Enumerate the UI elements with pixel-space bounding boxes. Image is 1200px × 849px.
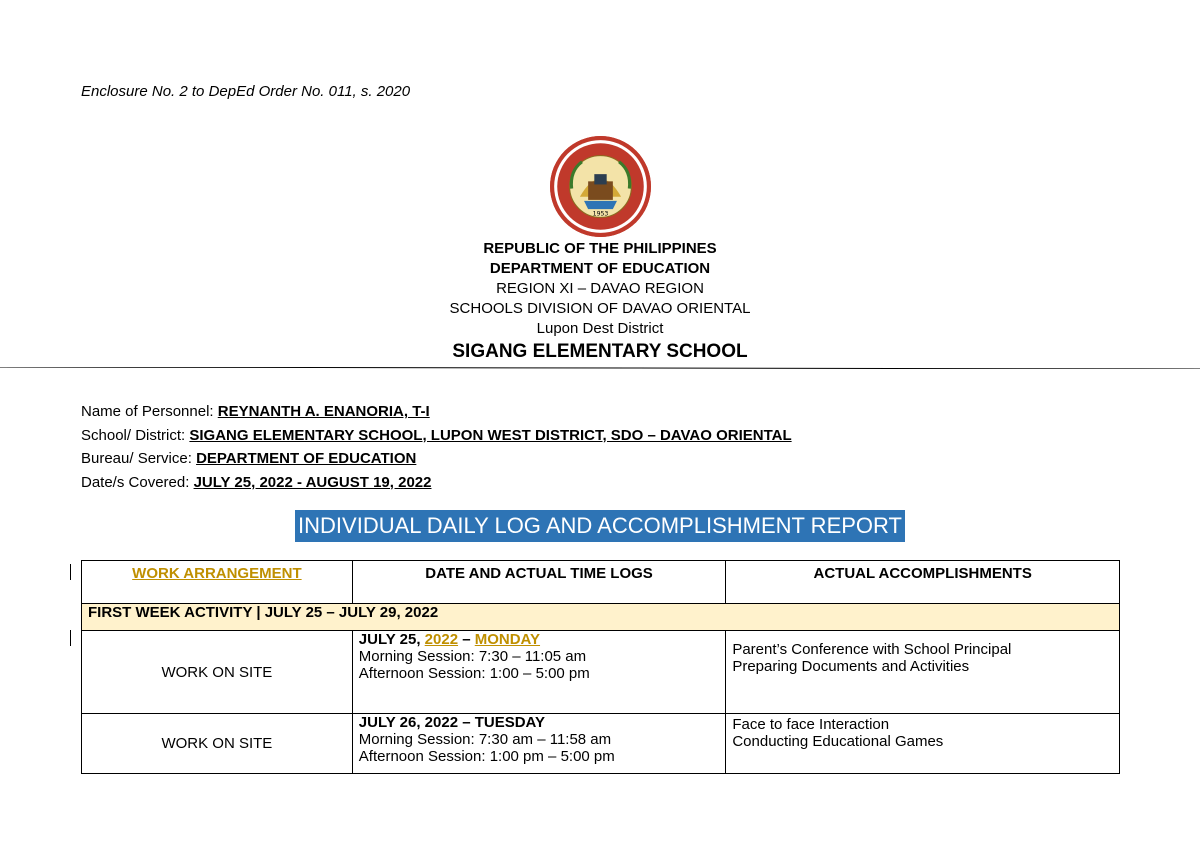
- accomplishment-item: Conducting Educational Games: [732, 733, 944, 750]
- accomplishments-cell: [726, 631, 1120, 714]
- accomplishments-cell: [726, 714, 1120, 774]
- date-time-cell: [352, 714, 726, 774]
- personnel-info: [81, 400, 792, 494]
- school-district: SIGANG ELEMENTARY SCHOOL, LUPON WEST DISTRICT, SDO – DAVAO ORIENTAL: [189, 426, 792, 444]
- header-date-time-logs: DATE AND ACTUAL TIME LOGS: [352, 561, 726, 604]
- table-row: [82, 714, 1120, 774]
- morning-session: Morning Session: 7:30 am – 11:58 am: [358, 731, 612, 748]
- accomplishment-item: Parent’s Conference with School Principal: [732, 641, 1012, 658]
- week-row: [82, 604, 1120, 631]
- morning-session: Morning Session: 7:30 – 11:05 am: [358, 648, 587, 665]
- header-republic: REPUBLIC OF THE PHILIPPINES: [483, 240, 717, 257]
- info-dates: Date/s Covered: JULY 25, 2022 - AUGUST 19, 2022: [81, 473, 432, 491]
- table-row: [82, 631, 1120, 714]
- week-label: FIRST WEEK ACTIVITY | JULY 25 – JULY 29, 2022: [82, 604, 1120, 631]
- header-district: Lupon Dest District: [536, 320, 664, 337]
- header-school-name: SIGANG ELEMENTARY SCHOOL: [452, 341, 748, 362]
- dates-covered: JULY 25, 2022 - AUGUST 19, 2022: [193, 473, 432, 491]
- accomplishment-item: Preparing Documents and Activities: [732, 658, 970, 675]
- info-district: School/ District: SIGANG ELEMENTARY SCHOOL, LUPON WEST DISTRICT, SDO – DAVAO ORIENTAL: [81, 426, 792, 444]
- report-title: INDIVIDUAL DAILY LOG AND ACCOMPLISHMENT REPORT: [0, 510, 1200, 542]
- header-division: SCHOOLS DIVISION OF DAVAO ORIENTAL: [449, 300, 751, 317]
- afternoon-session: Afternoon Session: 1:00 – 5:00 pm: [358, 665, 590, 682]
- header-divider: [0, 367, 1200, 369]
- header-accomplishments: ACTUAL ACCOMPLISHMENTS: [726, 561, 1120, 604]
- revision-marker: [70, 630, 71, 646]
- personnel-name: REYNANTH A. ENANORIA, T-I: [217, 403, 430, 420]
- info-bureau: Bureau/ Service: DEPARTMENT OF EDUCATION: [81, 450, 417, 467]
- afternoon-session: Afternoon Session: 1:00 pm – 5:00 pm: [358, 748, 615, 765]
- revision-marker: [70, 564, 71, 580]
- table-header-row: [82, 561, 1120, 604]
- accomplishment-item: Face to face Interaction: [732, 716, 890, 733]
- enclosure-note: Enclosure No. 2 to DepEd Order No. 011, s. 2020: [81, 83, 411, 100]
- daily-log-table: [81, 560, 1120, 774]
- work-arrangement-cell: WORK ON SITE: [82, 631, 353, 714]
- svg-text:1953: 1953: [592, 210, 609, 218]
- header-department: DEPARTMENT OF EDUCATION: [489, 260, 711, 277]
- log-date: JULY 25, 2022 – MONDAY: [358, 631, 541, 648]
- log-date: JULY 26, 2022 – TUESDAY: [358, 714, 546, 731]
- letterhead: [0, 239, 1200, 365]
- school-seal-logo: [549, 135, 652, 238]
- work-arrangement-cell: WORK ON SITE: [82, 714, 353, 774]
- bureau-service: DEPARTMENT OF EDUCATION: [196, 450, 417, 467]
- date-time-cell: [352, 631, 726, 714]
- info-personnel: Name of Personnel: REYNANTH A. ENANORIA, T-I: [81, 403, 430, 420]
- header-work-arrangement: WORK ARRANGEMENT: [82, 561, 353, 604]
- header-region: REGION XI – DAVAO REGION: [496, 280, 704, 297]
